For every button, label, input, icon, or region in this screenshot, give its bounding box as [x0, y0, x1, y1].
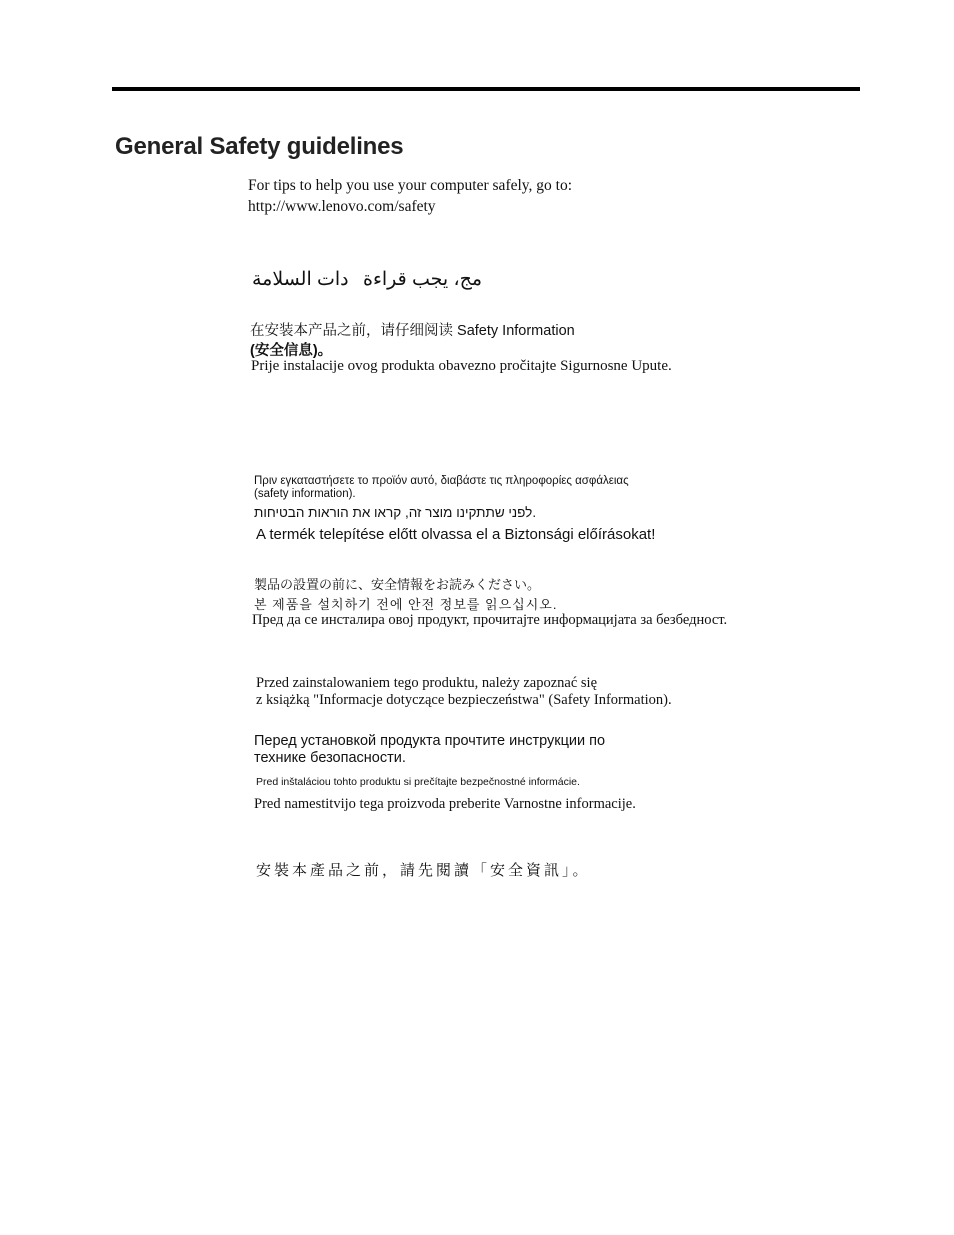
polish-notice-cont: z książką "Informacje dotyczące bezpieczeństwa" (Safety Information).	[256, 692, 672, 708]
chinese-simplified-notice-cont: (安全信息)。	[250, 343, 333, 359]
header-rule	[112, 87, 860, 91]
korean-notice: 본 제품을 설치하기 전에 안전 정보를 읽으십시오.	[254, 597, 558, 612]
russian-notice-cont: технике безопасности.	[254, 750, 406, 766]
greek-notice: Πριν εγκαταστήσετε το προϊόν αυτό, διαβάστε τις πληροφορίες ασφάλειας	[254, 475, 629, 487]
arabic-notice-a: مج، يجب قراءة	[363, 269, 483, 290]
croatian-notice: Prije instalacije ovog produkta obavezno pročitajte Sigurnosne Upute.	[251, 358, 672, 374]
chinese-simplified-notice: 在安装本产品之前，请仔细阅读 Safety Information	[250, 323, 575, 339]
hebrew-notice: לפני שתתקינו מוצר זה, קראו את הוראות הבטיחות.	[254, 505, 537, 520]
safety-url-link[interactable]: http://www.lenovo.com/safety	[248, 198, 436, 215]
russian-notice: Перед установкой продукта прочтите инструкции по	[254, 733, 606, 749]
macedonian-notice: Пред да се инсталира овој продукт, прочитајте информацијата за безбедност.	[252, 612, 728, 628]
slovenian-notice: Pred namestitvijo tega proizvoda preberite Varnostne informacije.	[254, 796, 636, 812]
greek-notice-cont: (safety information).	[254, 488, 356, 500]
arabic-notice-b: دات السلامة	[252, 269, 349, 290]
hungarian-notice: A termék telepítése előtt olvassa el a Biztonsági előírásokat!	[256, 526, 656, 543]
intro-text: For tips to help you use your computer safely, go to:	[248, 177, 573, 194]
chinese-traditional-notice: 安裝本產品之前，請先閱讀「安全資訊」。	[256, 863, 591, 879]
japanese-notice: 製品の設置の前に、安全情報をお読みください。	[254, 577, 541, 592]
slovak-notice: Pred inštaláciou tohto produktu si prečítajte bezpečnostné informácie.	[256, 776, 580, 788]
page-title: General Safety guidelines	[115, 133, 404, 160]
polish-notice: Przed zainstalowaniem tego produktu, należy zapoznać się	[256, 675, 598, 691]
